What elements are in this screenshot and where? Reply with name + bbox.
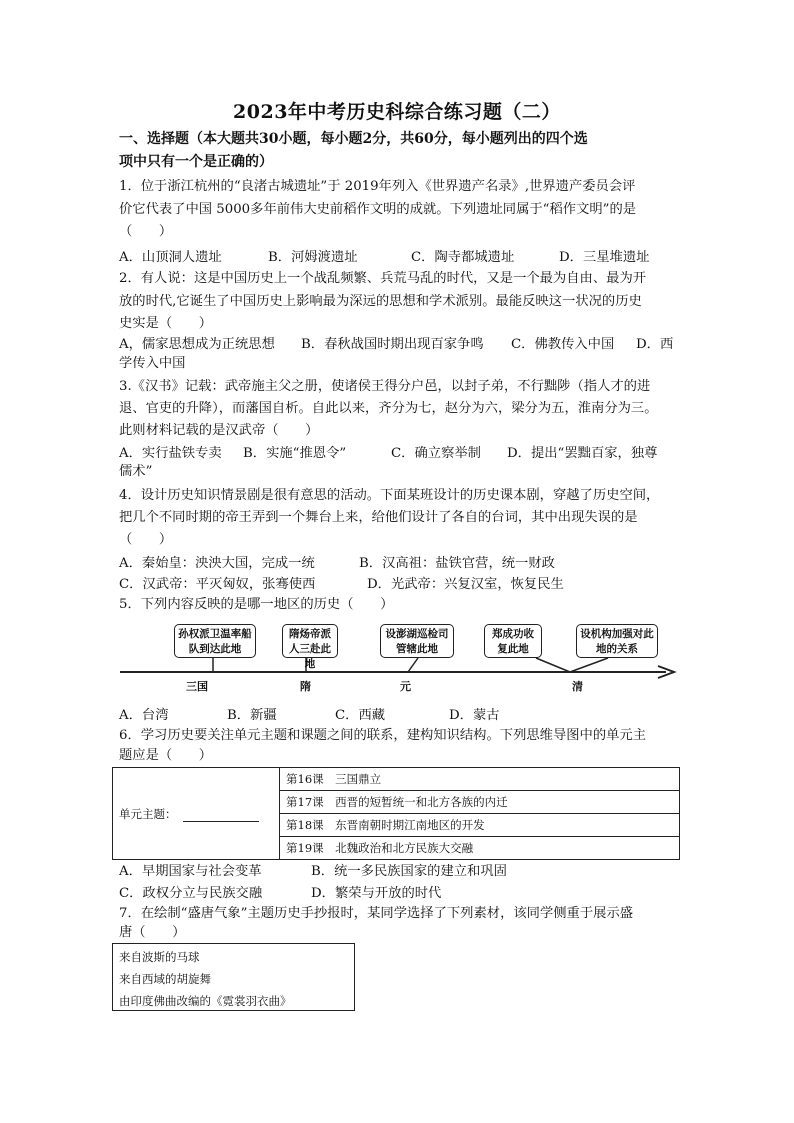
q5-timeline-figure — [118, 612, 678, 698]
q6-unit-table — [112, 767, 680, 860]
q7-text-line1: 7．在绘制“盛唐气象”主题历史手抄报时，某同学选择了下列素材，该同学侧重于展示盛 — [119, 906, 634, 921]
timeline-tick-5 — [570, 658, 608, 672]
q6-text-line2: 题应是（ ） — [119, 748, 213, 763]
q2-option-a[interactable]: A，儒家思想成为正统思想 — [119, 337, 275, 352]
q5-option-b[interactable]: B．新疆 — [227, 708, 277, 723]
q1-option-d[interactable]: D．三星堆遗址 — [559, 250, 650, 265]
q5-option-a[interactable]: A．台湾 — [119, 708, 169, 723]
q6-option-b[interactable]: B．统一多民族国家的建立和巩固 — [311, 864, 507, 879]
q2-text-line2: 放的时代,它诞生了中国历史上影响最为深远的思想和学术派别。最能反映这一状况的历史 — [119, 294, 642, 309]
q6-option-a[interactable]: A．早期国家与社会变革 — [119, 864, 262, 879]
timeline-event-4: 郑成功收复此地 — [484, 624, 542, 658]
timeline-label-sanguo: 三国 — [186, 680, 208, 693]
timeline-event-5: 设机构加强对此地的关系 — [576, 624, 658, 658]
q1-text-line1: 1．位于浙江杭州的“良渚古城遗址”于 2019年列入《世界遗产名录》,世界遗产委员会评 — [119, 179, 636, 194]
q4-option-b[interactable]: B．汉高祖：盐铁官营，统一财政 — [359, 556, 555, 571]
section-heading-line2: 项中只有一个是正确的） — [119, 154, 273, 170]
q6-text-line1: 6．学习历史要关注单元主题和课题之间的联系，建构知识结构。下列思维导图中的单元主 — [119, 728, 647, 743]
q2-option-d[interactable]: D．西 — [636, 337, 674, 352]
q7-material-1: 来自波斯的马球 — [119, 950, 200, 964]
q3-text-line3: 此则材料记载的是汉武帝（ ） — [119, 423, 319, 438]
q3-text-line2: 退、官吏的升降），而藩国自析。自此以来，齐分为七，赵分为六，梁分为五，淮南分为三。 — [119, 401, 658, 416]
q7-material-2: 来自西域的胡旋舞 — [119, 972, 211, 986]
q2-text-line1: 2．有人说：这是中国历史上一个战乱频繁、兵荒马乱的时代，又是一个最为自由、最为开 — [119, 271, 647, 286]
q2-option-d-cont: 学传入中国 — [119, 356, 186, 371]
timeline-tick-3 — [408, 658, 418, 672]
q4-option-d[interactable]: D．光武帝：兴复汉室，恢复民生 — [367, 577, 564, 592]
q3-option-c[interactable]: C．确立察举制 — [391, 446, 481, 461]
q3-option-d-cont: 儒术” — [119, 464, 153, 479]
lesson-18: 第18课 东晋南朝时期江南地区的开发 — [280, 814, 680, 837]
q1-option-c[interactable]: C．陶寺都城遗址 — [411, 250, 515, 265]
q3-option-a[interactable]: A．实行盐铁专卖 — [119, 446, 222, 461]
q2-option-b[interactable]: B．春秋战国时期出现百家争鸣 — [301, 337, 484, 352]
q3-text-line1: 3.《汉书》记载：武帝施主父之册，使诸侯王得分户邑，以封子弟，不行黜陟（指人才的进 — [119, 379, 651, 394]
q7-material-box — [112, 943, 355, 1011]
q4-option-a[interactable]: A．秦始皇：泱泱大国，完成一统 — [119, 556, 315, 571]
q4-text-line1: 4．设计历史知识情景剧是很有意思的活动。下面某班设计的历史课本剧，穿越了历史空间， — [119, 488, 660, 503]
unit-theme-label: 单元主题： — [119, 806, 177, 821]
q5-option-c[interactable]: C．西藏 — [335, 708, 386, 723]
q7-text-line2: 唐（ ） — [119, 925, 186, 940]
lesson-19: 第19课 北魏政治和北方民族大交融 — [280, 837, 680, 860]
q1-text-line3: （ ） — [119, 224, 173, 239]
q4-option-c[interactable]: C．汉武帝：平灭匈奴，张骞使西 — [119, 577, 316, 592]
timeline-label-qing: 清 — [572, 680, 583, 693]
q1-text-line2: 价它代表了中国 5000多年前伟大史前稻作文明的成就。下列遗址同属于“稻作文明”的是 — [119, 202, 637, 217]
q7-material-3: 由印度佛曲改编的《霓裳羽衣曲》 — [119, 994, 292, 1008]
q6-option-c[interactable]: C．政权分立与民族交融 — [119, 886, 263, 901]
lesson-16: 第16课 三国鼎立 — [280, 768, 680, 791]
timeline-tick-4 — [536, 658, 570, 672]
q3-option-b[interactable]: B．实施“推恩令” — [243, 446, 347, 461]
q1-option-a[interactable]: A．山顶洞人遗址 — [119, 250, 222, 265]
timeline-event-3: 设澎湖巡检司管辖此地 — [380, 624, 454, 658]
timeline-label-yuan: 元 — [400, 680, 411, 693]
q2-option-c[interactable]: C．佛教传入中国 — [511, 337, 615, 352]
page-title: 2023年中考历史科综合练习题（二） — [233, 101, 561, 123]
timeline-event-1: 孙权派卫温率船队到达此地 — [174, 624, 256, 658]
q4-text-line3: （ ） — [119, 532, 173, 547]
unit-theme-blank — [183, 809, 259, 822]
q5-option-d[interactable]: D．蒙古 — [449, 708, 500, 723]
unit-theme-cell — [113, 768, 280, 860]
q5-text-line1: 5．下列内容反映的是哪一地区的历史（ ） — [119, 597, 394, 612]
timeline-event-2: 隋炀帝派人三赴此地 — [282, 624, 338, 658]
lesson-17: 第17课 西晋的短暂统一和北方各族的内迁 — [280, 791, 680, 814]
q4-text-line2: 把几个不同时期的帝王弄到一个舞台上来，给他们设计了各自的台词，其中出现失误的是 — [119, 510, 638, 525]
q2-text-line3: 史实是（ ） — [119, 316, 213, 331]
section-heading-line1: 一、选择题（本大题共30小题，每小题2分，共60分，每小题列出的四个选 — [119, 131, 588, 147]
q1-option-b[interactable]: B．河姆渡遗址 — [268, 250, 358, 265]
timeline-label-sui: 隋 — [300, 680, 311, 693]
q6-option-d[interactable]: D．繁荣与开放的时代 — [311, 886, 442, 901]
q3-option-d[interactable]: D．提出“罢黜百家，独尊 — [507, 446, 658, 461]
